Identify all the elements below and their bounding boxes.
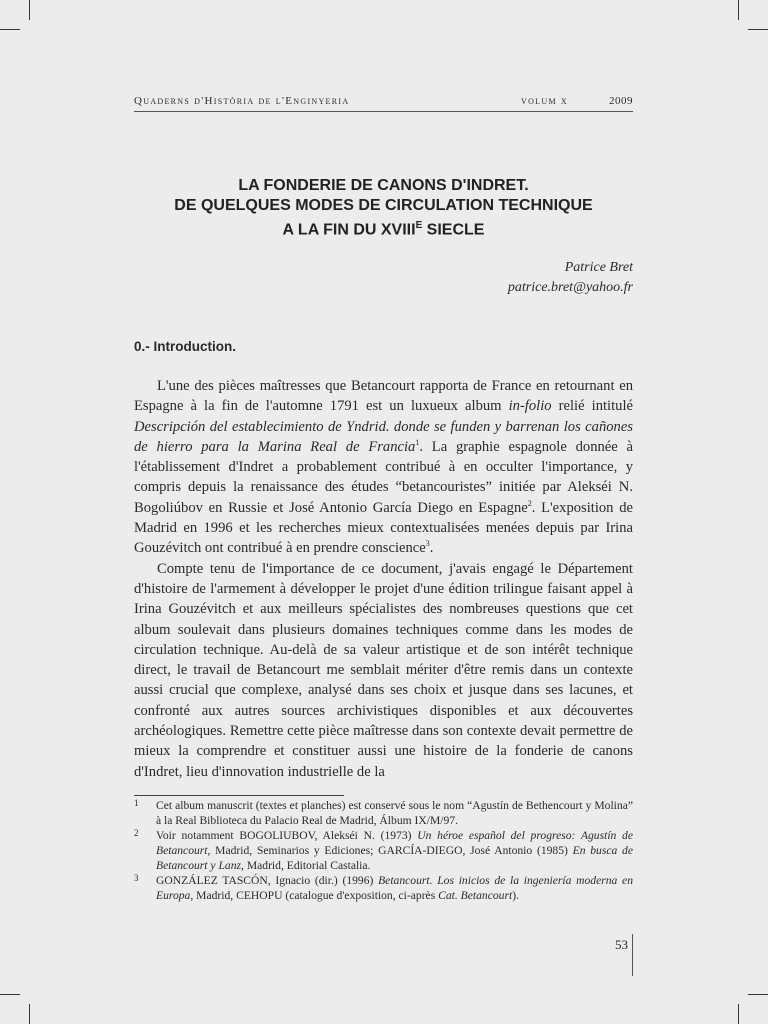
footnote-ref[interactable]: 3 (425, 539, 430, 549)
footnotes (134, 798, 633, 903)
crop-mark (29, 1004, 30, 1024)
footnote-1: 1 Cet album manuscrit (textes et planches) est conservé sous le nom “Agustín de Bethencourt y Molina” à la Real Biblioteca du Palacio Real de Madrid, Álbum IX/M/97. (134, 798, 633, 827)
author-email[interactable]: patrice.bret@yahoo.fr (507, 280, 633, 295)
running-header (134, 95, 633, 112)
article-title (134, 176, 633, 240)
footnote-ref[interactable]: 2 (527, 498, 532, 508)
footnote-divider (134, 795, 344, 796)
crop-mark (0, 29, 20, 30)
footnote-2: 2 Voir notamment BOGOLIUBOV, Alekséi N. (1973) Un héroe español del progreso: Agustín de Betancourt, Madrid, Seminarios y Ediciones; GARCÍA-DIEGO, José Antonio (1985) En busca de Betancourt y Lanz, Madrid, Editorial Castalia. (134, 828, 633, 872)
paragraph-2: Compte tenu de l'importance de ce document, j'avais engagé le Département d'histoire de l'armement à développer le projet d'une édition trilingue faisant appel à Irina Gouzévitch et aux meilleurs spécialistes des nombreuses questions que cet album soulevait dans plusieurs domaines techniques comme dans les modes de circulation technique. Au-delà de sa valeur artistique et de son intérêt technique direct, le travail de Betancourt me semblait mériter d'être remis dans un contexte aussi crucial que complexe, analysé dans ses choix et jusque dans ses lacunes, et confronté aux autres sources archivistiques disponibles et aux découvertes archéologiques. Remettre cette pièce maîtresse dans son contexte devait permettre de mieux la comprendre et constituer aussi une histoire de la fonderie de canons d'Indret, lieu d'innovation industrielle de la (134, 560, 633, 780)
author-block (508, 258, 633, 298)
section-heading: 0.- Introduction. (134, 339, 236, 354)
crop-mark (748, 29, 768, 30)
author-name: Patrice Bret (564, 260, 633, 275)
title-line-2: DE QUELQUES MODES DE CIRCULATION TECHNIQUE (174, 197, 593, 214)
crop-mark (748, 994, 768, 995)
page-number-rule (632, 934, 633, 976)
crop-mark (29, 0, 30, 20)
year-label: 2009 (609, 95, 633, 107)
footnote-number: 3 (134, 873, 139, 883)
page-number: 53 (615, 937, 628, 952)
crop-mark (738, 0, 739, 20)
body-text (134, 376, 633, 782)
footnote-3: 3 GONZÁLEZ TASCÓN, Ignacio (dir.) (1996) Betancourt. Los inicios de la ingeniería moderna en Europa, Madrid, CEHOPU (catalogue d'exposition, ci-après Cat. Betancourt). (134, 873, 633, 902)
century-superscript: E (415, 220, 423, 231)
crop-mark (0, 994, 20, 995)
journal-title: Quaderns d'Història de l'Enginyeria (134, 95, 350, 107)
volume-label: volum x (521, 95, 568, 107)
footnote-number: 1 (134, 798, 139, 808)
title-line-1: LA FONDERIE DE CANONS D'INDRET. (238, 177, 529, 194)
title-line-3: A LA FIN DU $XVIII^E$ SIECLE (282, 220, 485, 239)
crop-mark (738, 1004, 739, 1024)
paragraph-1: L'une des pièces maîtresses que Betancourt rapporta de France en retournant en Espagne à la fin de l'automne 1791 est un luxueux album in-folio relié intitulé Descripción del establecimiento de Yndrid. donde se funden y barrenan los cañones de hierro para la Marina Real de Francia$^1$. La graphie espagnole donnée à l'établissement d'Indret a probablement contribué à en occulter l'importance, y compris depuis la renaissance des études “betancouristes” initiée par Alekséi N. Bogoliúbov en Russie et José Antonio García Diego en Espagne$^2$. L'exposition de Madrid en 1996 et les recherches mieux contextualisées menées depuis par Irina Gouzévitch ont contribué à en prendre conscience$^3$. (134, 378, 633, 557)
footnote-number: 2 (134, 828, 139, 838)
footnote-ref[interactable]: 1 (415, 438, 420, 448)
